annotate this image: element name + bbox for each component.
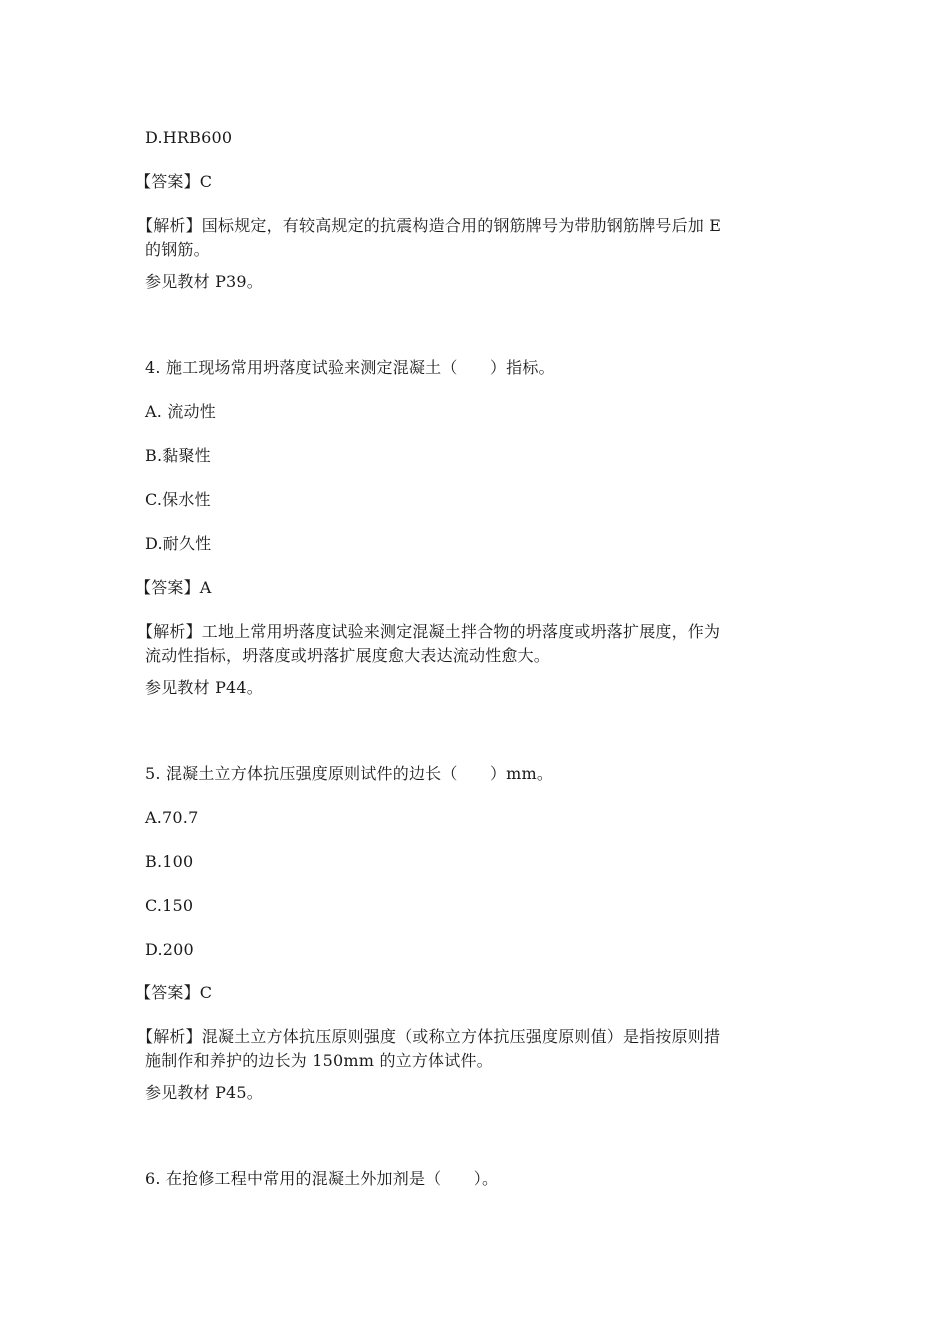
prev-analysis-line-2: 的钢筋。 — [145, 240, 210, 259]
prev-option-d: D.HRB600 — [145, 128, 233, 147]
q5-option-c: C.150 — [145, 896, 194, 915]
prev-reference: 参见教材 P39。 — [145, 272, 264, 291]
q4-answer: 【答案】A — [135, 578, 212, 597]
q5-reference: 参见教材 P45。 — [145, 1083, 264, 1102]
q4-analysis-line-2: 流动性指标，坍落度或坍落扩展度愈大表达流动性愈大。 — [145, 646, 551, 665]
q4-analysis-line-1: 【解析】工地上常用坍落度试验来测定混凝土拌合物的坍落度或坍落扩展度，作为 — [137, 622, 721, 641]
q4-title: 4. 施工现场常用坍落度试验来测定混凝土（ ）指标。 — [145, 358, 555, 377]
q5-analysis-line-1: 【解析】混凝土立方体抗压原则强度（或称立方体抗压强度原则值）是指按原则措 — [137, 1027, 721, 1046]
q4-option-b: B.黏聚性 — [145, 446, 211, 465]
q5-answer: 【答案】C — [135, 983, 213, 1002]
q4-option-d: D.耐久性 — [145, 534, 212, 553]
q4-reference: 参见教材 P44。 — [145, 678, 264, 697]
q5-option-a: A.70.7 — [145, 808, 199, 827]
q4-option-a: A. 流动性 — [145, 402, 216, 421]
q5-option-b: B.100 — [145, 852, 194, 871]
q5-title: 5. 混凝土立方体抗压强度原则试件的边长（ ）mm。 — [145, 764, 554, 783]
q5-option-d: D.200 — [145, 940, 194, 959]
prev-answer: 【答案】C — [135, 172, 213, 191]
q4-option-c: C.保水性 — [145, 490, 211, 509]
q5-analysis-line-2: 施制作和养护的边长为 150mm 的立方体试件。 — [145, 1051, 493, 1070]
prev-analysis-line-1: 【解析】国标规定，有较高规定的抗震构造合用的钢筋牌号为带肋钢筋牌号后加 E — [137, 216, 722, 235]
q6-title: 6. 在抢修工程中常用的混凝土外加剂是（ ）。 — [145, 1169, 499, 1188]
